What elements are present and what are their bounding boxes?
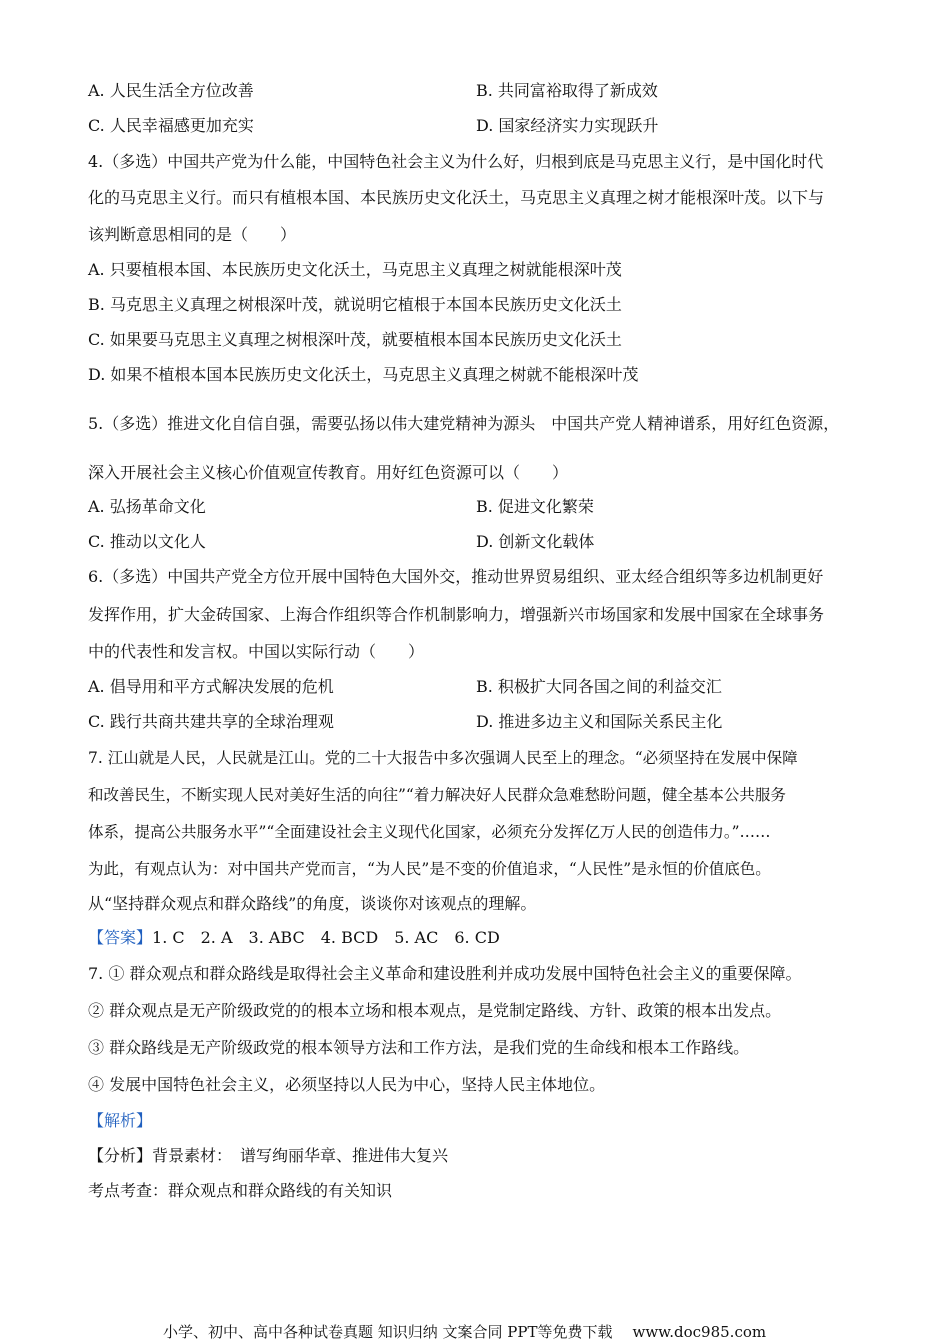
answer-q7-point: ③ 群众路线是无产阶级政党的根本领导方法和工作方法，是我们党的生命线和根本工作路线。 <box>88 1038 750 1057</box>
footer-text: 小学、初中、高中各种试卷真题 知识归纳 文案合同 PPT等免费下载 <box>163 1323 613 1341</box>
q4-stem-line: 4.（多选）中国共产党为什么能，中国特色社会主义为什么好，归根到底是马克思主义行，是中国化时代 <box>88 152 824 171</box>
q5-stem-line: 5.（多选）推进文化自信自强，需要弘扬以伟大建党精神为源头 中国共产党人精神谱系，用好红色资源， <box>88 414 840 433</box>
answer-q7-point: 7. ① 群众观点和群众路线是取得社会主义革命和建设胜利并成功发展中国特色社会主义的重要保障。 <box>88 964 802 983</box>
answer-line <box>88 927 500 949</box>
q3-option-b: B. 共同富裕取得了新成效 <box>476 81 658 100</box>
q3-option-d: D. 国家经济实力实现跃升 <box>476 116 659 135</box>
q7-stem-line: 体系，提高公共服务水平”“全面建设社会主义现代化国家，必须充分发挥亿万人民的创造伟力。”…… <box>88 823 771 841</box>
analysis-kaodian: 考点考查：群众观点和群众路线的有关知识 <box>88 1181 393 1200</box>
q7-stem-line: 7. 江山就是人民，人民就是江山。党的二十大报告中多次强调人民至上的理念。“必须坚持在发展中保障 <box>88 749 798 767</box>
footer-link[interactable]: www.doc985.com <box>632 1323 767 1341</box>
q4-stem-line: 化的马克思主义行。而只有植根本国、本民族历史文化沃土，马克思主义真理之树才能根深叶茂。以下与 <box>88 188 825 207</box>
q3-option-a: A. 人民生活全方位改善 <box>88 81 254 100</box>
q7-stem-line: 从“坚持群众观点和群众路线”的角度，谈谈你对该观点的理解。 <box>88 894 537 913</box>
q3-option-c: C. 人民幸福感更加充实 <box>88 116 254 135</box>
fenxi-tag: 【分析】 <box>88 1146 153 1165</box>
q6-option-c: C. 践行共商共建共享的全球治理观 <box>88 712 334 731</box>
q5-stem-line: 深入开展社会主义核心价值观宣传教育。用好红色资源可以（ ） <box>88 463 569 482</box>
answer-q7-point: ④ 发展中国特色社会主义，必须坚持以人民为中心，坚持人民主体地位。 <box>88 1075 606 1094</box>
page-footer <box>163 1321 766 1342</box>
q4-option-d: D. 如果不植根本国本民族历史文化沃土，马克思主义真理之树就不能根深叶茂 <box>88 365 639 384</box>
q6-stem-line: 6.（多选）中国共产党全方位开展中国特色大国外交，推动世界贸易组织、亚太经合组织等多边机制更好 <box>88 567 824 586</box>
q5-option-d: D. 创新文化载体 <box>476 532 595 551</box>
q4-option-c: C. 如果要马克思主义真理之树根深叶茂，就要植根本国本民族历史文化沃土 <box>88 330 622 349</box>
analysis-fenxi <box>88 1145 448 1167</box>
q7-stem-line: 为此，有观点认为：对中国共产党而言，“为人民”是不变的价值追求，“人民性”是永恒的价值底色。 <box>88 860 771 878</box>
q6-stem-line: 发挥作用，扩大金砖国家、上海合作组织等合作机制影响力，增强新兴市场国家和发展中国家在全球事务 <box>88 605 825 624</box>
answer-text: 1. C 2. A 3. ABC 4. BCD 5. AC 6. CD <box>152 928 500 947</box>
q4-option-b: B. 马克思主义真理之树根深叶茂，就说明它植根于本国本民族历史文化沃土 <box>88 295 622 314</box>
fenxi-text: 背景素材： 谱写绚丽华章、推进伟大复兴 <box>152 1146 449 1165</box>
q6-option-b: B. 积极扩大同各国之间的利益交汇 <box>476 677 722 696</box>
q4-stem-line: 该判断意思相同的是（ ） <box>88 225 297 244</box>
q5-option-c: C. 推动以文化人 <box>88 532 206 551</box>
q5-option-a: A. 弘扬革命文化 <box>88 497 206 516</box>
q7-stem-line: 和改善民生，不断实现人民对美好生活的向往”“着力解决好人民群众急难愁盼问题，健全基本公共服务 <box>88 786 786 804</box>
q6-option-d: D. 推进多边主义和国际关系民主化 <box>476 712 723 731</box>
q4-option-a: A. 只要植根本国、本民族历史文化沃土，马克思主义真理之树就能根深叶茂 <box>88 260 622 279</box>
answer-tag: 【答案】 <box>88 928 153 947</box>
q6-option-a: A. 倡导用和平方式解决发展的危机 <box>88 677 334 696</box>
analysis-tag: 【解析】 <box>88 1111 153 1130</box>
q5-option-b: B. 促进文化繁荣 <box>476 497 594 516</box>
q6-stem-line: 中的代表性和发言权。中国以实际行动（ ） <box>88 642 425 661</box>
answer-q7-point: ② 群众观点是无产阶级政党的的根本立场和根本观点，是党制定路线、方针、政策的根本出发点。 <box>88 1001 782 1020</box>
